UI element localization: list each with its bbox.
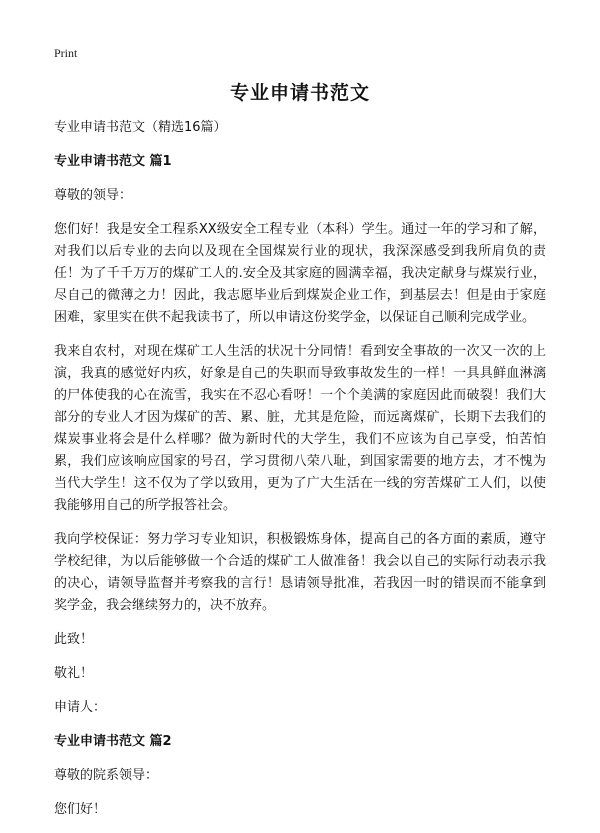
salutation: 尊敬的院系领导： [54, 768, 159, 783]
document-title: 专业申请书范文 [229, 82, 370, 104]
closing-line: 敬礼！ [54, 666, 94, 681]
body-paragraph: 您们好！ [54, 802, 107, 817]
body-paragraph: 我来自农村，对现在煤矿工人生活的状况十分同情！看到安全事故的一次又一次的上演，我真的感觉好内疚，好象是自己的失职而导致事故发生的一样！一具具鲜血淋漓的尸体使我的心在流雪，我实在不忍心看呀！一个个美满的家庭因此而破裂！我们大部分的专业人才因为煤矿的苦、累、脏，尤其是危险，而远离煤矿，长期下去我们的煤炭事业将会是什么样哪？做为新时代的大学生，我们不应该为自己享受，怕苦怕累，我们应该响应国家的号召，学习贯彻八荣八耻，到国家需要的地方去，才不愧为当代大学生！这不仅为了学以致用，更为了广大生活在一线的穷苦煤矿工人们，以使我能够用自己的所学报答社会。 [54, 344, 546, 513]
document-body [54, 117, 546, 833]
section-heading-2: 专业申请书范文 篇2 [54, 734, 172, 749]
print-link[interactable]: Print [54, 46, 78, 60]
body-paragraph: 我向学校保证：努力学习专业知识，积极锻炼身体，提高自己的各方面的素质，遵守学校纪律，为以后能够做一个合适的煤矿工人做准备！我会以自己的实际行动表示我的决心，请领导监督并考察我的言行！恳请领导批准，若我因一时的错误而不能拿到奖学金，我会继续努力的，决不放弃。 [54, 532, 546, 613]
closing-line: 此致！ [54, 632, 94, 647]
document-subtitle: 专业申请书范文（精选16篇） [54, 120, 227, 135]
body-paragraph: 您们好！我是安全工程系XX级安全工程专业（本科）学生。通过一年的学习和了解，对我们以后专业的去向以及现在全国煤炭行业的现状，我深深感受到我所肩负的责任！为了千千万万的煤矿工人的.安全及其家庭的圆满幸福，我决定献身与煤炭行业，尽自己的微薄之力！因此，我志愿毕业后到煤炭企业工作，到基层去！但是由于家庭困难，家里实在供不起我读书了，所以申请这份奖学金，以保证自己顺利完成学业。 [54, 222, 546, 325]
applicant-line: 申请人： [54, 700, 107, 715]
salutation: 尊敬的领导： [54, 188, 133, 203]
section-heading-1: 专业申请书范文 篇1 [54, 154, 172, 169]
